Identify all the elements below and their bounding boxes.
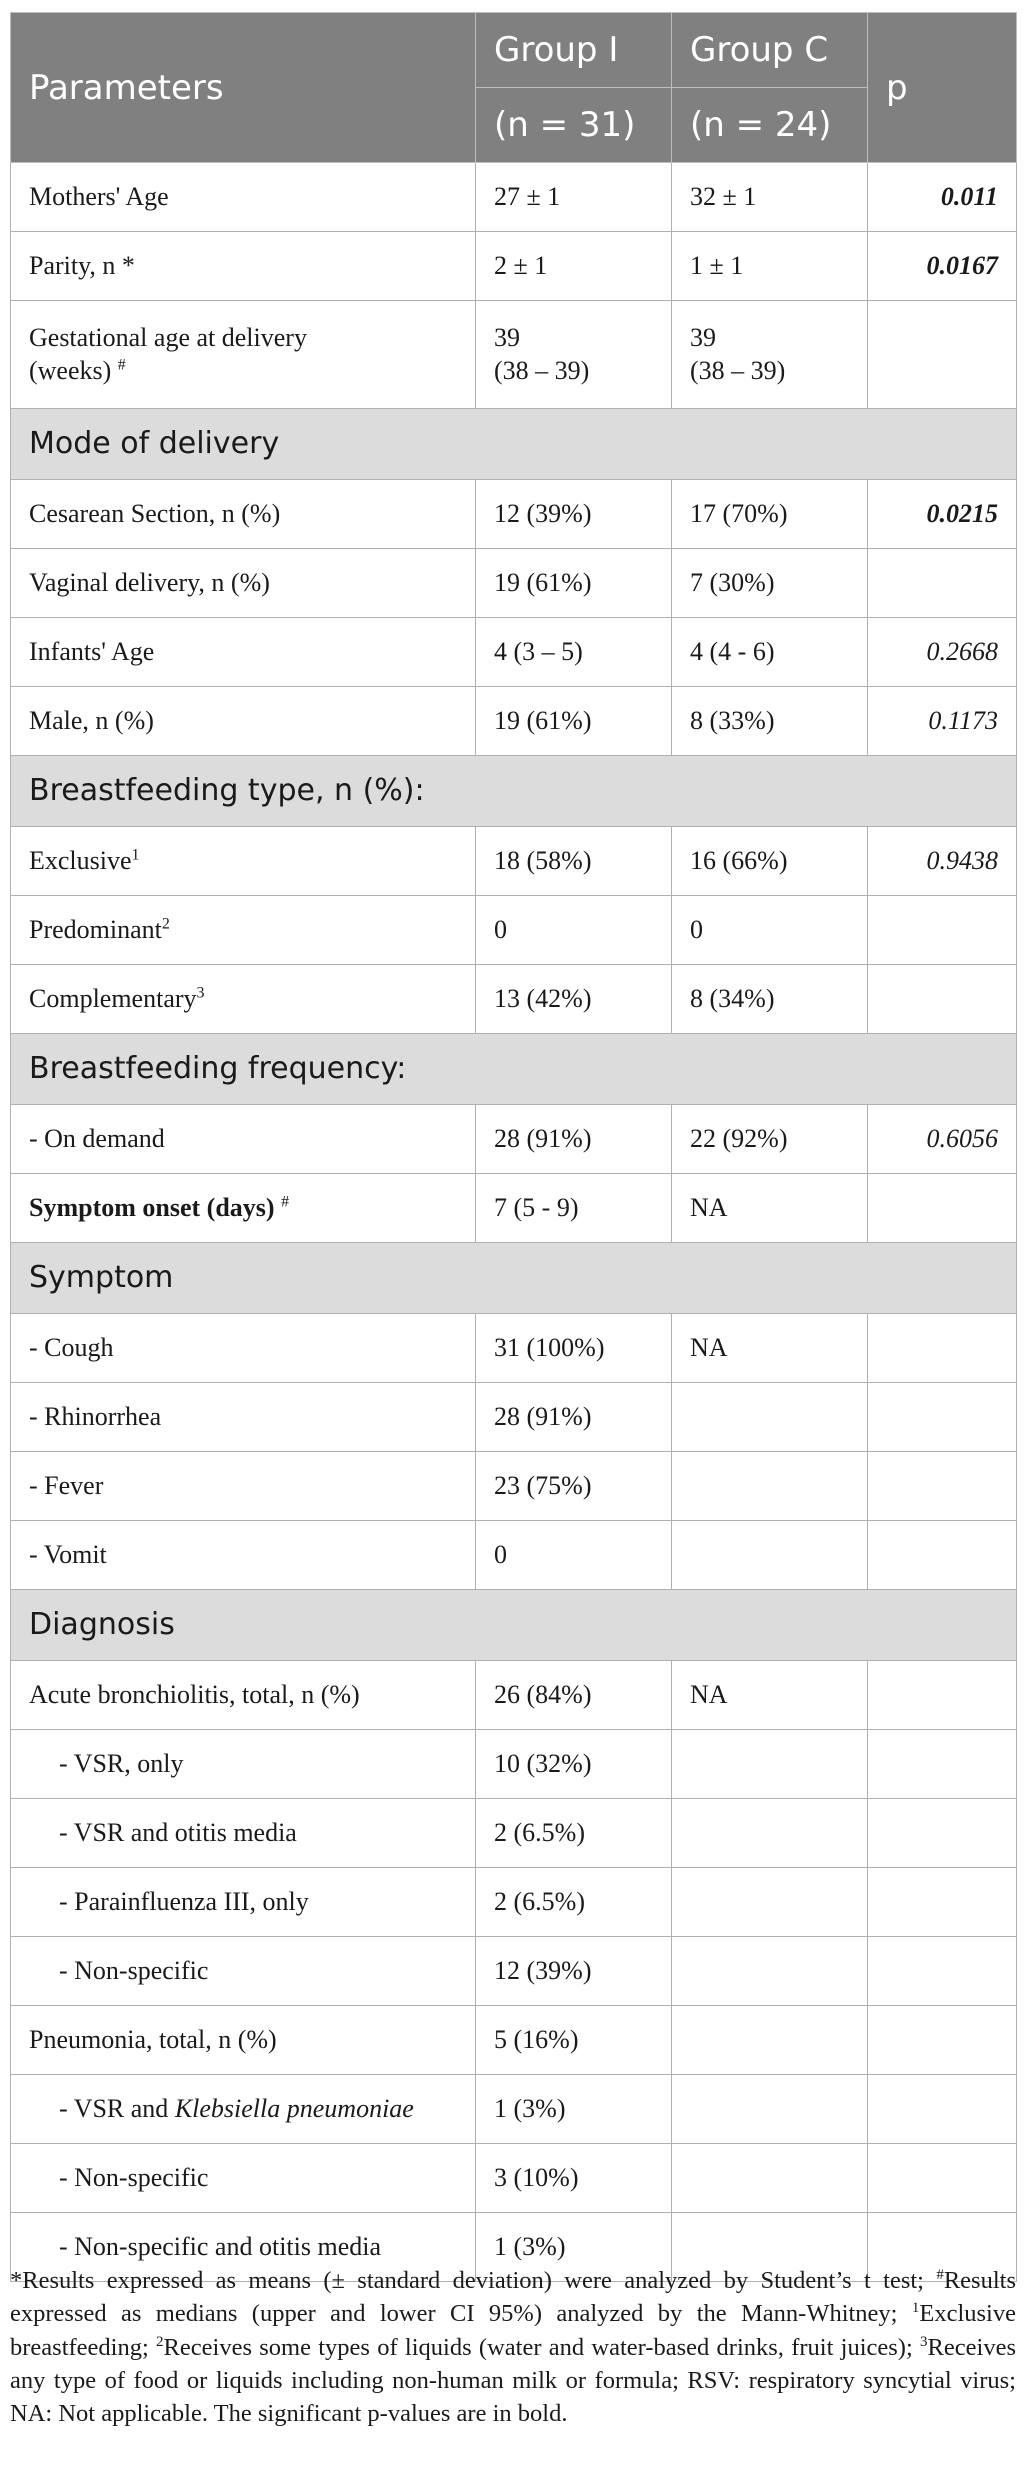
group-c-value xyxy=(672,1937,868,2006)
footnote-mark: 3 xyxy=(920,2333,928,2350)
p-value xyxy=(868,1383,1017,1452)
p-value xyxy=(868,1521,1017,1590)
group-c-value xyxy=(672,1383,868,1452)
table-row xyxy=(11,1730,1017,1799)
group-i-value: 28 (91%) xyxy=(476,1105,672,1174)
header-group-i: Group I xyxy=(476,13,672,88)
row-label: - Cough xyxy=(11,1314,476,1383)
p-value: 0.0167 xyxy=(868,232,1017,301)
row-label xyxy=(11,827,476,896)
group-i-value: 2 (6.5%) xyxy=(476,1868,672,1937)
group-c-value: NA xyxy=(672,1661,868,1730)
p-value xyxy=(868,1868,1017,1937)
group-c-value: 1 ± 1 xyxy=(672,232,868,301)
p-value xyxy=(868,1799,1017,1868)
footnote-mark: 2 xyxy=(156,2333,164,2350)
row-label: - Non-specific xyxy=(11,1937,476,2006)
footnote-text: Results expressed as medians (upper and lower CI 95%) analyzed by the Mann-Whitney; xyxy=(10,2267,1016,2328)
row-label xyxy=(11,2075,476,2144)
table-row xyxy=(11,301,1017,409)
section-diagnosis: Diagnosis xyxy=(11,1590,1017,1661)
footnote-mark: # xyxy=(936,2266,944,2283)
group-i-value: 12 (39%) xyxy=(476,480,672,549)
row-label: Male, n (%) xyxy=(11,687,476,756)
table-row xyxy=(11,2144,1017,2213)
label-prefix: - VSR and xyxy=(59,2093,175,2123)
row-label: Pneumonia, total, n (%) xyxy=(11,2006,476,2075)
group-c-value: 16 (66%) xyxy=(672,827,868,896)
p-value xyxy=(868,965,1017,1034)
section-breastfeeding-frequency: Breastfeeding frequency: xyxy=(11,1034,1017,1105)
group-i-value: 0 xyxy=(476,896,672,965)
group-c-value: NA xyxy=(672,1314,868,1383)
p-value: 0.1173 xyxy=(868,687,1017,756)
group-i-value: 4 (3 – 5) xyxy=(476,618,672,687)
p-value: 0.9438 xyxy=(868,827,1017,896)
p-value: 0.0215 xyxy=(868,480,1017,549)
group-c-value: 4 (4 - 6) xyxy=(672,618,868,687)
p-value xyxy=(868,1661,1017,1730)
group-c-value: 7 (30%) xyxy=(672,549,868,618)
table-row xyxy=(11,232,1017,301)
p-value xyxy=(868,549,1017,618)
group-i-value: 28 (91%) xyxy=(476,1383,672,1452)
group-i-value: 19 (61%) xyxy=(476,549,672,618)
group-i-value: 2 (6.5%) xyxy=(476,1799,672,1868)
table-row xyxy=(11,1452,1017,1521)
section-row xyxy=(11,1590,1017,1661)
p-value xyxy=(868,1730,1017,1799)
table-row xyxy=(11,1937,1017,2006)
row-label: Mothers' Age xyxy=(11,163,476,232)
p-value xyxy=(868,896,1017,965)
value-line-1: 39 xyxy=(494,323,520,352)
table-container xyxy=(10,12,1016,2282)
group-i-value: 31 (100%) xyxy=(476,1314,672,1383)
group-i-value: 26 (84%) xyxy=(476,1661,672,1730)
footnote-mark: 1 xyxy=(911,2300,920,2317)
group-i-value: 19 (61%) xyxy=(476,687,672,756)
p-value xyxy=(868,2075,1017,2144)
header-group-i-n: (n = 31) xyxy=(476,88,672,163)
group-c-value xyxy=(672,1799,868,1868)
row-label: - Fever xyxy=(11,1452,476,1521)
group-c-value xyxy=(672,2144,868,2213)
parameters-table xyxy=(10,12,1017,2282)
table-row xyxy=(11,2006,1017,2075)
p-value xyxy=(868,1452,1017,1521)
footnote-text: Receives some types of liquids (water and water-based drinks, fruit juices); xyxy=(163,2333,921,2361)
group-c-value: NA xyxy=(672,1174,868,1243)
p-value: 0.2668 xyxy=(868,618,1017,687)
group-c-value xyxy=(672,1452,868,1521)
value-line-2: (38 – 39) xyxy=(494,355,590,385)
p-value xyxy=(868,1174,1017,1243)
table-row xyxy=(11,1383,1017,1452)
value-line-1: 39 xyxy=(690,323,716,352)
group-i-value: 1 (3%) xyxy=(476,2213,672,2282)
row-label: - Non-specific xyxy=(11,2144,476,2213)
group-c-value: 17 (70%) xyxy=(672,480,868,549)
header-row xyxy=(11,13,1017,88)
row-label: - Non-specific and otitis media xyxy=(11,2213,476,2282)
section-breastfeeding-type: Breastfeeding type, n (%): xyxy=(11,756,1017,827)
header-group-c-n: (n = 24) xyxy=(672,88,868,163)
p-value xyxy=(868,301,1017,409)
section-mode-of-delivery: Mode of delivery xyxy=(11,409,1017,480)
group-i-value: 23 (75%) xyxy=(476,1452,672,1521)
row-label: Infants' Age xyxy=(11,618,476,687)
table-row xyxy=(11,163,1017,232)
row-label: Acute bronchiolitis, total, n (%) xyxy=(11,1661,476,1730)
row-label: Parity, n * xyxy=(11,232,476,301)
footnote-mark: 3 xyxy=(196,984,205,1002)
header-p: p xyxy=(868,13,1017,163)
section-row xyxy=(11,756,1017,827)
group-c-value: 0 xyxy=(672,896,868,965)
footnote-text: Receives any type of food or liquids including non-human milk or formula; RSV: respiratory syncytial virus; NA: Not applicable. The significant p-values are in bold. xyxy=(10,2333,1016,2428)
group-c-value: 22 (92%) xyxy=(672,1105,868,1174)
section-row xyxy=(11,409,1017,480)
row-label: - Rhinorrhea xyxy=(11,1383,476,1452)
group-i-value: 0 xyxy=(476,1521,672,1590)
table-row xyxy=(11,618,1017,687)
header-group-c: Group C xyxy=(672,13,868,88)
group-i-value: 1 (3%) xyxy=(476,2075,672,2144)
table-row xyxy=(11,1174,1017,1243)
table-row xyxy=(11,827,1017,896)
group-i-value: 12 (39%) xyxy=(476,1937,672,2006)
footnote-mark: # xyxy=(117,355,126,373)
table-row xyxy=(11,1105,1017,1174)
row-label: Vaginal delivery, n (%) xyxy=(11,549,476,618)
label-text: Exclusive xyxy=(29,845,132,875)
group-i-value: 5 (16%) xyxy=(476,2006,672,2075)
p-value xyxy=(868,1937,1017,2006)
group-i-value: 7 (5 - 9) xyxy=(476,1174,672,1243)
section-symptom: Symptom xyxy=(11,1243,1017,1314)
row-label: Cesarean Section, n (%) xyxy=(11,480,476,549)
footnote-mark: 2 xyxy=(161,915,170,933)
group-i-value: 27 ± 1 xyxy=(476,163,672,232)
p-value xyxy=(868,2006,1017,2075)
row-label: - VSR, only xyxy=(11,1730,476,1799)
group-i-value: 13 (42%) xyxy=(476,965,672,1034)
table-row xyxy=(11,1661,1017,1730)
table-footnote xyxy=(10,2264,1016,2431)
table-row xyxy=(11,1314,1017,1383)
row-label xyxy=(11,1174,476,1243)
row-label: - On demand xyxy=(11,1105,476,1174)
group-c-value xyxy=(672,1730,868,1799)
group-c-value xyxy=(672,301,868,409)
row-label xyxy=(11,301,476,409)
footnote-text: Exclusive breastfeeding; xyxy=(10,2300,1016,2361)
group-i-value: 10 (32%) xyxy=(476,1730,672,1799)
group-i-value: 3 (10%) xyxy=(476,2144,672,2213)
footnote-text: *Results expressed as means (± standard deviation) were analyzed by Student’s t test; xyxy=(10,2267,937,2294)
table-row xyxy=(11,2075,1017,2144)
table-row xyxy=(11,549,1017,618)
group-c-value: 32 ± 1 xyxy=(672,163,868,232)
section-row xyxy=(11,1243,1017,1314)
table-row xyxy=(11,965,1017,1034)
p-value xyxy=(868,2144,1017,2213)
table-row xyxy=(11,1868,1017,1937)
section-row xyxy=(11,1034,1017,1105)
label-line-1: Gestational age at delivery xyxy=(29,323,307,352)
row-label xyxy=(11,965,476,1034)
row-label: - Parainfluenza III, only xyxy=(11,1868,476,1937)
table-row xyxy=(11,896,1017,965)
row-label xyxy=(11,896,476,965)
table-row xyxy=(11,480,1017,549)
label-text: Symptom onset (days) xyxy=(29,1192,275,1222)
row-label: - Vomit xyxy=(11,1521,476,1590)
value-line-2: (38 – 39) xyxy=(690,355,786,385)
group-c-value: 8 (34%) xyxy=(672,965,868,1034)
table-row xyxy=(11,687,1017,756)
row-label: - VSR and otitis media xyxy=(11,1799,476,1868)
p-value xyxy=(868,1314,1017,1383)
label-text: Predominant xyxy=(29,914,162,944)
group-i-value xyxy=(476,301,672,409)
p-value: 0.6056 xyxy=(868,1105,1017,1174)
footnote-mark: 1 xyxy=(131,846,140,864)
header-parameters: Parameters xyxy=(11,13,476,163)
label-italic: Klebsiella pneumoniae xyxy=(174,2093,414,2123)
group-c-value xyxy=(672,2006,868,2075)
group-c-value xyxy=(672,2075,868,2144)
p-value: 0.011 xyxy=(868,163,1017,232)
group-c-value xyxy=(672,1868,868,1937)
group-i-value: 18 (58%) xyxy=(476,827,672,896)
table-row xyxy=(11,1521,1017,1590)
label-text: Complementary xyxy=(29,983,197,1013)
label-line-2: (weeks) xyxy=(29,355,112,385)
group-c-value: 8 (33%) xyxy=(672,687,868,756)
table-row xyxy=(11,1799,1017,1868)
group-c-value xyxy=(672,1521,868,1590)
footnote-mark: # xyxy=(281,1193,290,1211)
group-i-value: 2 ± 1 xyxy=(476,232,672,301)
